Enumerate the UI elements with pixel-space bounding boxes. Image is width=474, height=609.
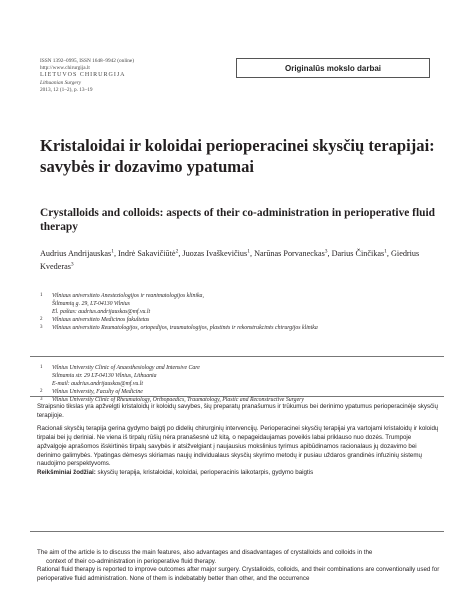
keywords-list: skysčių terapija, kristaloidai, koloidai, perioperacinis laikotarpis, gydymo baigtis: [97, 468, 314, 476]
author-separator: ,: [386, 248, 391, 258]
journal-citation: 2013, 12 (1–2), p. 13–19: [40, 86, 93, 93]
english-abstract: [37, 549, 441, 584]
author: [40, 249, 118, 258]
affiliation-number: 3: [40, 397, 43, 403]
english-paragraph: Rational fluid therapy is reported to improve outcomes after major surgery. Crystalloids, colloids, and their combinations are conventionally used for perioperative fluid administration. None of them is indebatably better than other, and the occurrence: [37, 566, 440, 583]
abstract-bottom-rule: [30, 531, 444, 532]
author-name: Narūnas Porvaneckas: [254, 248, 325, 258]
affiliation-text: [52, 292, 440, 316]
author: [254, 249, 332, 258]
author-name: Giedrius Kvederas: [40, 248, 420, 271]
affiliation: [40, 324, 440, 332]
author-affil-mark: 1: [247, 248, 250, 254]
journal-subtitle: Lithuanian Surgery: [40, 79, 82, 86]
author: [118, 249, 182, 258]
author-name: Juozas Ivaškevičius: [182, 248, 248, 258]
author-name: Indrė Sakavičiūtė: [118, 248, 176, 258]
affiliations-lithuanian: [40, 292, 440, 332]
affiliation-line: Šiltnamių g. 29, LT-04130 Vilnius: [52, 301, 130, 308]
affiliation-number: 1: [40, 293, 43, 298]
affiliations-english: [40, 364, 440, 404]
author: [182, 249, 254, 258]
affiliation-text: [52, 364, 440, 388]
author-affil-mark: 3: [324, 248, 328, 254]
affiliation-line: Vilniaus universiteto Reumatologijos, ortopedijos, traumatologijos, plastinės ir rekonstrukcinės chirurgijos klinika: [52, 325, 318, 332]
affiliation-number: 2: [40, 317, 43, 323]
author: [332, 249, 391, 258]
affiliation-number: 1: [40, 365, 43, 370]
journal-issn: ISSN 1392–0995, ISSN 1648–9942 (online): [40, 58, 135, 64]
author-affil-mark: 1: [384, 248, 387, 254]
title-lithuanian: Kristaloidai ir koloidai perioperacinei skysčių terapijai: savybės ir dozavimo ypatumai: [40, 136, 435, 176]
english-aim-line: context of their co-administration in perioperative fluid therapy.: [46, 557, 217, 565]
author-affil-mark: 1: [111, 248, 114, 254]
affiliation: [40, 364, 440, 388]
affiliation-text: [52, 324, 440, 332]
affiliation: [40, 316, 440, 324]
title-english: Crystalloids and colloids: aspects of their co-administration in perioperative fluid therapy: [40, 207, 435, 233]
article-type-badge: Originalūs mokslo darbai: [236, 58, 430, 78]
affiliation-email[interactable]: E-mail: audrius.andrijauskas@mf.vu.lt: [52, 381, 143, 388]
affiliation-line: Siltnamiu str. 29 LT-04130 Vilnius, Lithuania: [52, 373, 157, 380]
affiliation: [40, 292, 440, 316]
abstract-body: Racionali skysčių terapija gerina gydymo baigtį po didelių chirurginių intervencijų. Perioperacinei skysčių terapijai yra vartojami kristaloidų ir koloidų tirpalai bei jų deriniai. Ne viena iš tirpalų rūšių nėra pranašesnė už kitą, o nepageidaujamas poveikis labai priklauso nuo dozės. Trumpoje apžvalgoje aprašomos išskirtinės tirpalų savybės ir atsižvelgiant į naujausius mokslinius tyrimus apibūdinamos racionalaus jų dozavimo bei derinimo galimybės. Ypatingas dėmesys skiriamas naujų individualaus skysčių skyrimo metodų ir pusiau uždaros grandinės infuzinių sistemų naudojimo perspektyvoms.: [37, 425, 439, 468]
journal-url[interactable]: http://www.chirurgija.lt: [40, 65, 90, 72]
author-separator: ,: [178, 248, 183, 258]
affiliation-line: Vilniaus universiteto Medicinos fakultetas: [52, 317, 150, 324]
affiliation-line: Vilnius University Clinic of Anaesthesiology and Intensive Care: [52, 365, 200, 371]
author-name: Darius Činčikas: [331, 248, 385, 258]
affiliation-text: [52, 316, 440, 324]
author-separator: ,: [327, 248, 332, 258]
journal-name: LIETUVOS CHIRURGIJA: [40, 72, 126, 79]
english-aim-line: The aim of the article is to discuss the main features, also advantages and disadvantages of crystalloids and colloids in the: [37, 549, 373, 556]
abstract-top-rule: [30, 396, 444, 397]
affiliation-number: 3: [40, 325, 43, 331]
affiliation-divider: [30, 356, 444, 357]
author-list: [40, 246, 440, 272]
affiliation-line: Vilnius University Clinic of Rheumatology, Orthopaedics, Traumatology, Plastic and Reconstructive Surgery: [52, 397, 304, 404]
affiliation-line: Vilnius University, Faculty of Medicine: [52, 389, 143, 396]
author-separator: ,: [249, 248, 255, 258]
author-affil-mark: 2: [175, 248, 179, 254]
affiliation-number: 2: [40, 389, 43, 395]
keywords: [37, 469, 441, 478]
abstract-aim: Straipsnio tikslas yra apžvelgti kristaloidų ir koloidų savybes, šių preparatų pranašumus ir trūkumus bei derinimo ypatumus perioperacinėje skysčių terapijoje.: [37, 403, 438, 419]
author-affil-mark: 3: [70, 260, 74, 267]
keywords-label: Reikšminiai žodžiai:: [37, 468, 96, 476]
abstract-lithuanian: [37, 403, 441, 478]
author-name: Audrius Andrijauskas: [40, 248, 112, 258]
affiliation-email[interactable]: El. paštas: audrius.andrijauskas@mf.vu.lt: [52, 309, 151, 316]
affiliation-line: Vilniaus universiteto Anesteziologijos ir reanimatologijos klinika,: [52, 293, 204, 299]
journal-meta: [40, 58, 134, 94]
author-separator: ,: [113, 248, 119, 258]
